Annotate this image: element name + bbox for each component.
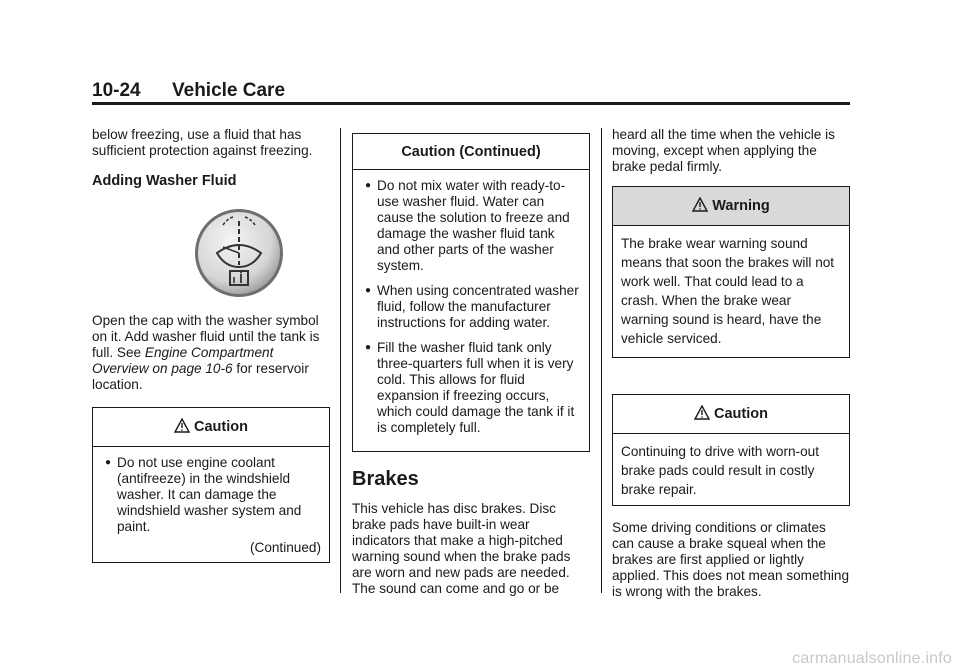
page-number: 10-24 (92, 80, 141, 101)
caution-header: Caution (613, 395, 849, 434)
bullet-icon: ● (105, 457, 112, 468)
column-divider (340, 128, 341, 593)
bullet-icon: ● (365, 342, 372, 353)
column-2 (352, 127, 590, 597)
column-divider (601, 128, 602, 593)
bullet-icon: ● (365, 285, 372, 296)
warning-text: The brake wear warning sound means that soon the brakes will not work well. That could lead to a crash. When the brake wear warning sound is heard, have the vehicle serviced. (621, 236, 835, 346)
column-3 (612, 127, 850, 600)
list-item: ● Fill the washer fluid tank only three-quarters full when it is very cold. This allows for fluid expansion if freezing occurs, which could damage the tank if it is completely full. (365, 340, 575, 435)
caution-box (612, 394, 850, 506)
continued-paragraph: heard all the time when the vehicle is moving, except when applying the brake pedal firmly. (612, 127, 835, 174)
caution-continued-header: Caution (Continued) (353, 134, 589, 170)
caution-text: Continuing to drive with worn-out brake pads could result in costly brake repair. (621, 444, 819, 497)
warning-box (612, 186, 850, 358)
header-rule (92, 102, 850, 105)
page-header (92, 80, 850, 104)
list-item: ● Do not mix water with ready-to-use washer fluid. Water can cause the solution to freeze and damage the washer fluid tank and other parts of the washer system. (365, 178, 570, 273)
caution-continued-box (352, 133, 590, 452)
subheading-adding-washer-fluid: Adding Washer Fluid (92, 173, 237, 189)
warning-triangle-icon (174, 418, 190, 437)
closing-paragraph: Some driving conditions or climates can cause a brake squeal when the brakes are first applied or lightly applied. This does not mean something is wrong with the brakes. (612, 520, 850, 599)
washer-fluid-symbol-icon (120, 207, 358, 299)
warning-header: Warning (613, 187, 849, 226)
section-heading-brakes: Brakes (352, 468, 419, 490)
list-item: ● Do not use engine coolant (antifreeze) in the windshield washer. It can damage the windshield washer system and paint. (105, 455, 302, 534)
continued-paragraph: below freezing, use a fluid that has sufficient protection against freezing. (92, 127, 313, 158)
cross-reference-link[interactable]: Engine Compartment Overview on page 10-6 (92, 345, 274, 376)
chapter-title: Vehicle Care (172, 80, 286, 101)
list-item: ● When using concentrated washer fluid, follow the manufacturer instructions for adding water. (365, 283, 579, 330)
column-1 (92, 127, 330, 563)
warning-triangle-icon (692, 197, 708, 216)
caution-box (92, 407, 330, 563)
warning-triangle-icon (694, 405, 710, 424)
watermark: carmanualsonline.info (792, 650, 952, 667)
bullet-icon: ● (365, 180, 372, 191)
caution-header: Caution (93, 408, 329, 447)
brakes-paragraph: This vehicle has disc brakes. Disc brake pads have built-in wear indicators that make a high-pitched warning sound when the brake pads are worn and new pads are needed. The sound can come and go or be (352, 501, 571, 596)
continued-label: (Continued) (249, 540, 321, 555)
washer-instruction: Open the cap with the washer symbol on it. Add washer fluid until the tank is full. See Engine Compartment Overview on page 10-6 for reservoir location. (92, 313, 320, 392)
